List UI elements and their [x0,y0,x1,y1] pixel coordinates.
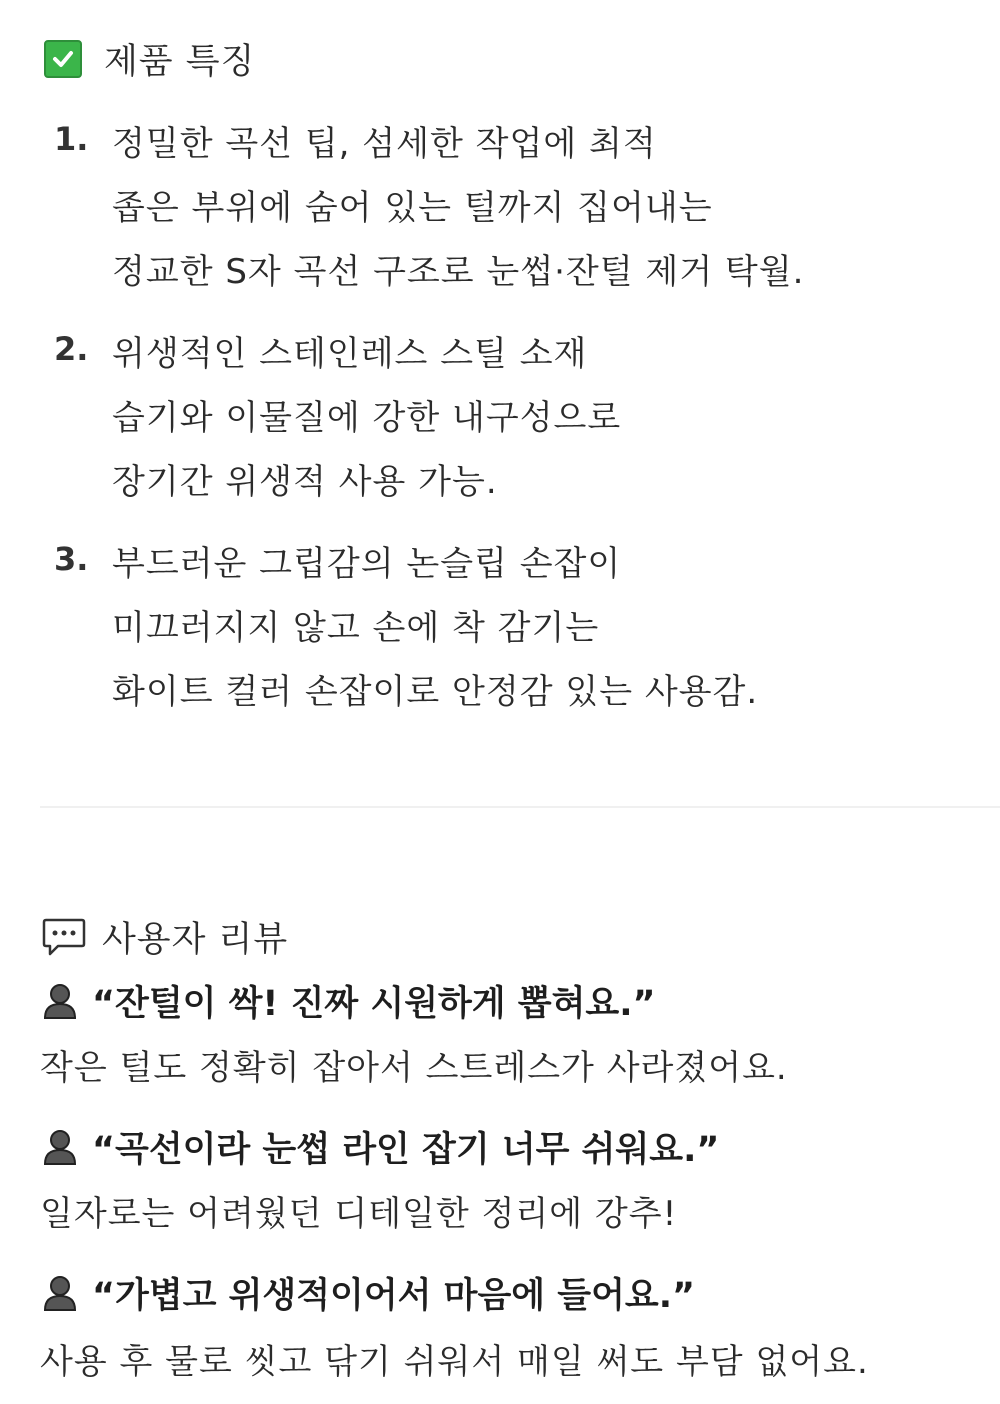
features-title [44,34,255,84]
feature-number: 3. [54,540,89,578]
person-icon [42,1128,78,1166]
feature-line: 좁은 부위에 숨어 있는 털까지 집어내는 [112,188,713,228]
feature-number: 2. [54,330,89,368]
feature-line: 정밀한 곡선 팁, 섬세한 작업에 최적 [112,124,657,164]
review-body: 작은 털도 정확히 잡아서 스트레스가 사라졌어요. [40,1048,788,1088]
check-mark-icon [44,40,82,78]
feature-line: 미끄러지지 않고 손에 착 감기는 [112,608,600,648]
review-quote-text: “곡선이라 눈썹 라인 잡기 너무 쉬워요.” [92,1130,720,1170]
review-quote-text: “가볍고 위생적이어서 마음에 들어요.” [92,1276,696,1316]
features-title-text: 제품 특징 [104,42,256,82]
section-divider [40,806,1000,808]
feature-line: 화이트 컬러 손잡이로 안정감 있는 사용감. [112,672,759,712]
reviews-title-text: 사용자 리뷰 [102,920,289,960]
feature-number: 1. [54,120,89,158]
feature-line: 정교한 S자 곡선 구조로 눈썹·잔털 제거 탁월. [112,252,805,292]
person-icon [42,1274,78,1312]
review-body: 일자로는 어려웠던 디테일한 정리에 강추! [40,1194,678,1234]
feature-line: 장기간 위생적 사용 가능. [112,462,498,502]
feature-line: 습기와 이물질에 강한 내구성으로 [112,398,622,438]
review-body: 사용 후 물로 씻고 닦기 쉬워서 매일 써도 부담 없어요. [40,1342,869,1382]
feature-line: 부드러운 그립감의 논슬립 손잡이 [112,544,622,584]
review-quote [42,1268,695,1318]
speech-bubble-icon [42,917,86,957]
review-quote [42,1122,719,1172]
reviews-title [42,912,288,962]
review-quote-text: “잔털이 싹! 진짜 시원하게 뽑혀요.” [92,984,656,1024]
person-icon [42,982,78,1020]
feature-line: 위생적인 스테인레스 스틸 소재 [112,334,588,374]
review-quote [42,976,656,1026]
